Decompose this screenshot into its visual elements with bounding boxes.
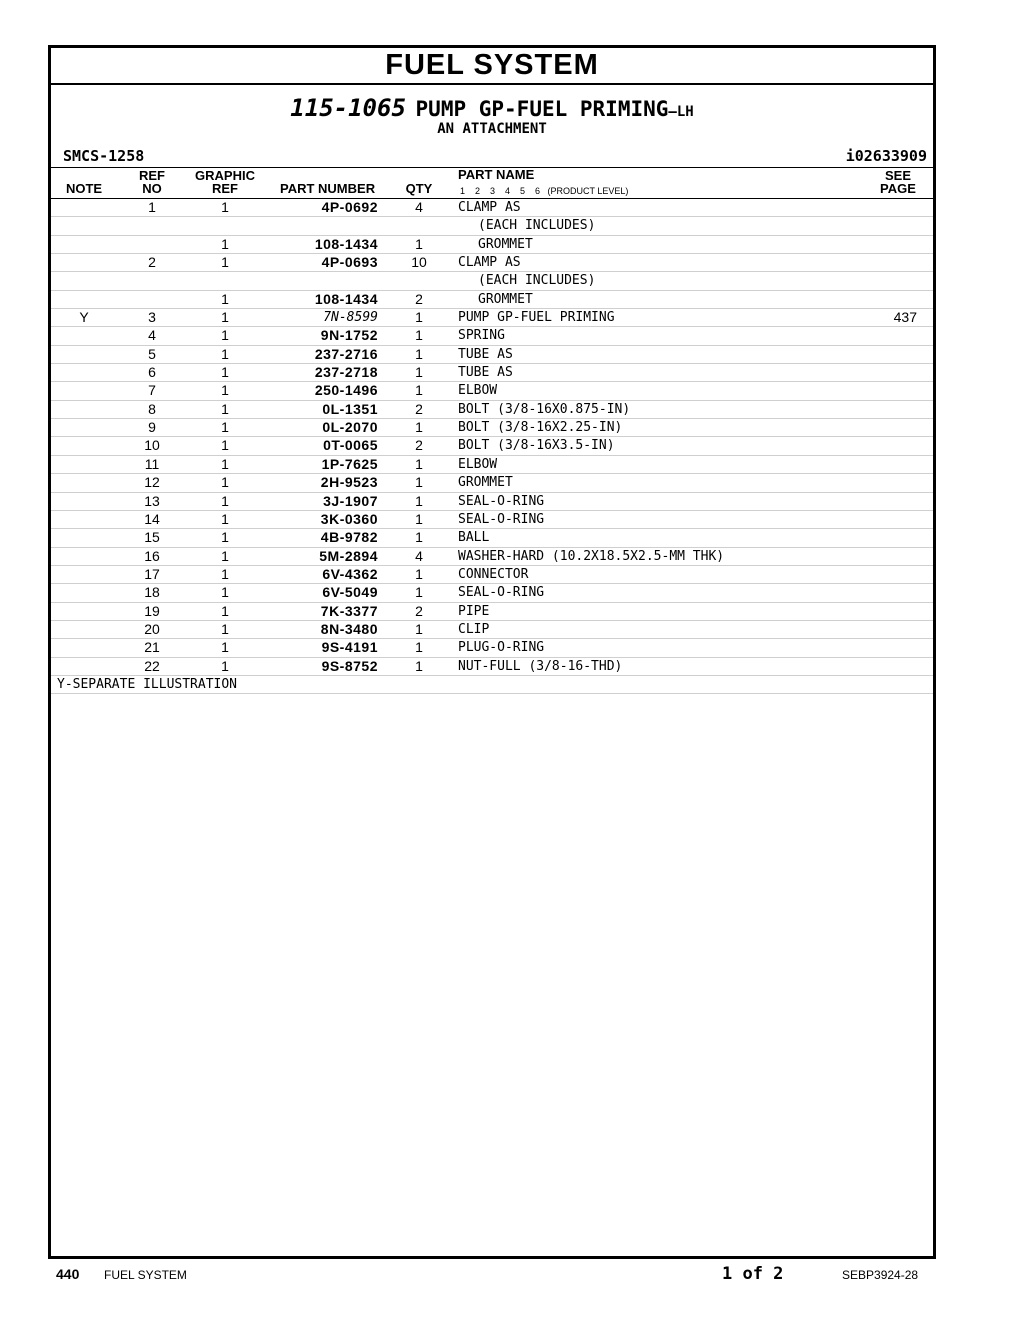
part-name-cell: CLAMP AS — [458, 200, 521, 215]
parts-table-body — [51, 199, 933, 676]
part-name-cell: (EACH INCLUDES) — [478, 273, 596, 289]
col-see-bottom: PAGE — [880, 181, 916, 196]
col-ref-top: REF — [139, 168, 165, 183]
part-number-cell: 4B-9782 — [320, 529, 378, 546]
qty-cell: 1 — [415, 492, 423, 509]
col-product-levels: 1 2 3 4 5 6 (PRODUCT LEVEL) — [460, 186, 629, 196]
part-name-cell: PLUG-O-RING — [458, 640, 545, 656]
qty-cell: 1 — [415, 657, 423, 674]
table-row — [51, 254, 933, 272]
ref-no-cell: 16 — [144, 547, 160, 564]
part-name-cell: BOLT (3/8-16X0.875-IN) — [458, 401, 631, 417]
ref-no-cell: 22 — [144, 657, 160, 674]
graphic-ref-cell: 1 — [221, 419, 229, 436]
part-number-cell: 7K-3377 — [320, 602, 378, 619]
graphic-ref-cell: 1 — [221, 565, 229, 582]
ref-no-cell: 2 — [148, 254, 156, 271]
ref-no-cell: 8 — [148, 400, 156, 417]
part-name-cell: CLIP — [458, 621, 490, 637]
table-row — [51, 548, 933, 566]
part-name-cell: BALL — [458, 530, 490, 546]
part-number-cell: 108-1434 — [314, 290, 378, 307]
part-number-cell: 108-1434 — [314, 235, 378, 252]
qty-cell: 4 — [415, 547, 423, 564]
part-number-cell: 0T-0065 — [323, 437, 378, 454]
group-subtitle: AN ATTACHMENT — [437, 121, 547, 137]
qty-cell: 1 — [415, 474, 423, 491]
ref-no-cell: 19 — [144, 602, 160, 619]
qty-cell: 1 — [415, 455, 423, 472]
qty-cell: 1 — [415, 419, 423, 436]
table-row — [51, 493, 933, 511]
part-number-cell: 5M-2894 — [319, 547, 378, 564]
qty-cell: 1 — [415, 327, 423, 344]
graphic-ref-cell: 1 — [221, 345, 229, 362]
part-name-cell: SPRING — [458, 328, 505, 344]
table-row — [51, 217, 933, 235]
part-number-cell: 9N-1752 — [320, 327, 378, 344]
part-name-cell: TUBE AS — [458, 346, 513, 362]
qty-cell: 1 — [415, 235, 423, 252]
table-row — [51, 346, 933, 364]
table-row — [51, 199, 933, 217]
part-name-cell: BOLT (3/8-16X2.25-IN) — [458, 420, 623, 436]
part-number-cell: 237-2716 — [314, 345, 378, 362]
part-number-cell: 0L-1351 — [322, 400, 378, 417]
ref-no-cell: 6 — [148, 364, 156, 381]
table-row — [51, 584, 933, 602]
part-name-cell: TUBE AS — [458, 365, 513, 381]
qty-cell: 1 — [415, 510, 423, 527]
col-graphic-bottom: REF — [212, 181, 238, 196]
table-row — [51, 236, 933, 254]
part-name-cell: CLAMP AS — [458, 255, 521, 271]
col-ref-bottom: NO — [142, 181, 162, 196]
graphic-ref-cell: 1 — [221, 235, 229, 252]
part-number-cell: 250-1496 — [314, 382, 378, 399]
system-title: FUEL SYSTEM — [51, 48, 933, 85]
col-graphic-top: GRAPHIC — [195, 168, 255, 183]
group-name: PUMP GP-FUEL PRIMING — [415, 97, 669, 121]
part-name-cell: BOLT (3/8-16X3.5-IN) — [458, 438, 615, 454]
ref-no-cell: 17 — [144, 565, 160, 582]
graphic-ref-cell: 1 — [221, 290, 229, 307]
graphic-ref-cell: 1 — [221, 529, 229, 546]
table-row — [51, 272, 933, 290]
ref-no-cell: 13 — [144, 492, 160, 509]
graphic-ref-cell: 1 — [221, 584, 229, 601]
part-name-cell: (EACH INCLUDES) — [478, 218, 596, 234]
part-number-cell: 6V-5049 — [322, 584, 378, 601]
part-number-cell: 4P-0693 — [321, 254, 378, 271]
part-number-cell: 0L-2070 — [322, 419, 378, 436]
part-number-cell: 2H-9523 — [320, 474, 378, 491]
graphic-ref-cell: 1 — [221, 620, 229, 637]
smcs-row — [51, 145, 933, 167]
ref-no-cell: 20 — [144, 620, 160, 637]
part-name-cell: PIPE — [458, 603, 490, 619]
group-number: 115-1065 — [290, 94, 406, 122]
graphic-ref-cell: 1 — [221, 602, 229, 619]
graphic-ref-cell: 1 — [221, 437, 229, 454]
qty-cell: 1 — [415, 345, 423, 362]
part-number-cell: 9S-8752 — [321, 657, 378, 674]
qty-cell: 2 — [415, 437, 423, 454]
qty-cell: 1 — [415, 639, 423, 656]
ref-no-cell: 10 — [144, 437, 160, 454]
part-number-cell: 237-2718 — [314, 364, 378, 381]
part-number-cell: 9S-4191 — [321, 639, 378, 656]
qty-cell: 1 — [415, 364, 423, 381]
graphic-ref-cell: 1 — [221, 492, 229, 509]
ref-no-cell: 5 — [148, 345, 156, 362]
part-name-cell: GROMMET — [458, 475, 513, 491]
ref-no-cell: 4 — [148, 327, 156, 344]
col-part-number: PART NUMBER — [280, 181, 376, 196]
qty-cell: 1 — [415, 565, 423, 582]
table-row — [51, 309, 933, 327]
qty-cell: 1 — [415, 529, 423, 546]
qty-cell: 4 — [415, 199, 423, 215]
ref-no-cell: 15 — [144, 529, 160, 546]
ref-no-cell: 9 — [148, 419, 156, 436]
graphic-ref-cell: 1 — [221, 199, 229, 215]
table-row — [51, 437, 933, 455]
graphic-ref-cell: 1 — [221, 455, 229, 472]
ref-no-cell: 11 — [144, 455, 160, 472]
qty-cell: 1 — [415, 382, 423, 399]
table-row — [51, 529, 933, 547]
footer-page-number: 440 — [56, 1266, 80, 1282]
graphic-ref-cell: 1 — [221, 254, 229, 271]
table-row — [51, 639, 933, 657]
part-name-cell: WASHER-HARD (10.2X18.5X2.5-MM THK) — [458, 548, 725, 564]
qty-cell: 1 — [415, 309, 423, 326]
table-row — [51, 621, 933, 639]
table-row — [51, 327, 933, 345]
graphic-ref-cell: 1 — [221, 400, 229, 417]
table-row — [51, 401, 933, 419]
table-row — [51, 658, 933, 676]
smcs-code: SMCS-1258 — [63, 147, 145, 165]
part-number-cell: 3K-0360 — [320, 510, 378, 527]
part-name-cell: ELBOW — [458, 456, 498, 472]
part-name-cell: SEAL-O-RING — [458, 493, 545, 509]
group-suffix: —LH — [668, 104, 694, 120]
graphic-ref-cell: 1 — [221, 639, 229, 656]
page-footer — [0, 1262, 1020, 1286]
graphic-ref-cell: 1 — [221, 547, 229, 564]
table-row — [51, 474, 933, 492]
illustration-id: i02633909 — [845, 147, 927, 165]
table-header — [51, 167, 933, 199]
part-number-cell: 1P-7625 — [321, 455, 378, 472]
table-row — [51, 511, 933, 529]
graphic-ref-cell: 1 — [221, 364, 229, 381]
ref-no-cell: 1 — [148, 199, 156, 215]
graphic-ref-cell: 1 — [221, 327, 229, 344]
ref-no-cell: 7 — [148, 382, 156, 399]
footer-section: FUEL SYSTEM — [104, 1268, 187, 1282]
part-name-cell: PUMP GP-FUEL PRIMING — [458, 310, 615, 326]
qty-cell: 1 — [415, 620, 423, 637]
footer-sheet: 1 of 2 — [722, 1264, 784, 1284]
qty-cell: 1 — [415, 584, 423, 601]
graphic-ref-cell: 1 — [221, 657, 229, 674]
part-name-cell: GROMMET — [478, 291, 533, 307]
qty-cell: 2 — [415, 290, 423, 307]
col-see-top: SEE — [884, 168, 911, 183]
graphic-ref-cell: 1 — [221, 382, 229, 399]
table-row — [51, 603, 933, 621]
col-part-name: PART NAME — [458, 167, 535, 182]
part-number-cell: 8N-3480 — [320, 620, 378, 637]
part-name-cell: SEAL-O-RING — [458, 511, 545, 527]
qty-cell: 2 — [415, 400, 423, 417]
table-row — [51, 382, 933, 400]
part-number-cell: 4P-0692 — [321, 199, 378, 215]
table-row — [51, 566, 933, 584]
graphic-ref-cell: 1 — [221, 474, 229, 491]
table-row — [51, 419, 933, 437]
footnote: Y-SEPARATE ILLUSTRATION — [51, 676, 933, 694]
part-number-cell: 7N-8599 — [323, 310, 378, 326]
qty-cell: 2 — [415, 602, 423, 619]
footer-doc-id: SEBP3924-28 — [842, 1268, 919, 1282]
col-note: NOTE — [65, 181, 103, 196]
graphic-ref-cell: 1 — [221, 510, 229, 527]
see-page-cell: 437 — [893, 309, 917, 326]
ref-no-cell: 18 — [144, 584, 160, 601]
table-row — [51, 364, 933, 382]
parts-list-frame — [48, 45, 936, 1259]
part-number-cell: 3J-1907 — [323, 492, 378, 509]
ref-no-cell: 14 — [144, 510, 160, 527]
col-qty: QTY — [405, 181, 433, 196]
note-cell: Y — [79, 309, 89, 326]
part-name-cell: SEAL-O-RING — [458, 585, 545, 601]
ref-no-cell: 21 — [144, 639, 160, 656]
ref-no-cell: 12 — [144, 474, 160, 491]
part-name-cell: CONNECTOR — [458, 566, 529, 582]
group-title — [51, 95, 933, 121]
qty-cell: 10 — [411, 254, 427, 271]
part-name-cell: NUT-FULL (3/8-16-THD) — [458, 658, 623, 674]
ref-no-cell: 3 — [148, 309, 156, 326]
table-row — [51, 291, 933, 309]
part-name-cell: ELBOW — [458, 383, 498, 399]
part-number-cell: 6V-4362 — [322, 565, 378, 582]
part-name-cell: GROMMET — [478, 236, 533, 252]
table-row — [51, 456, 933, 474]
graphic-ref-cell: 1 — [221, 309, 229, 326]
